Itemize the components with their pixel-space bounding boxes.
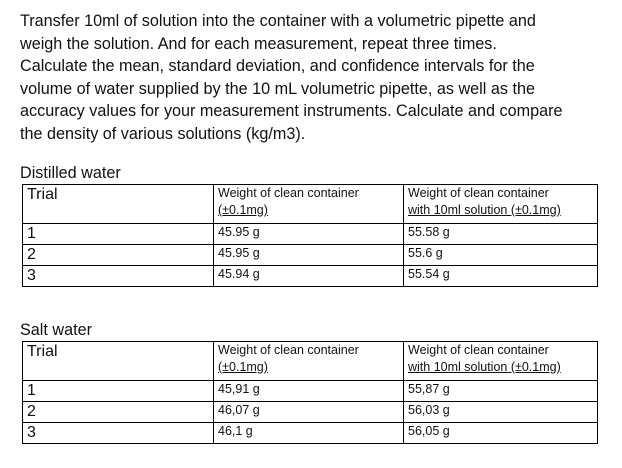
filled-weight-cell: 55.6 g [404,245,598,266]
empty-weight-cell: 45.94 g [214,266,404,287]
empty-weight-cell: 46,07 g [214,402,404,423]
instruction-line: the density of various solutions (kg/m3). [20,124,306,143]
header-line: Weight of clean container [218,343,359,357]
trial-cell: 3 [23,266,214,287]
header-line: (±0.1mg) [218,203,268,217]
table-header-row [23,342,598,381]
trial-cell: 3 [23,423,214,444]
header-line: (±0.1mg) [218,360,268,374]
trial-cell: 1 [23,224,214,245]
filled-weight-cell: 55,87 g [404,381,598,402]
header-line: with 10ml solution (±0.1mg) [408,203,561,217]
header-line: Weight of clean container [408,343,549,357]
instruction-line: Transfer 10ml of solution into the container with a volumetric pipette and [20,12,536,30]
filled-weight-cell: 55.58 g [404,224,598,245]
instruction-line: accuracy values for your measurement instruments. Calculate and compare [20,102,563,120]
empty-weight-cell: 45,91 g [214,381,404,402]
trial-cell: 2 [23,245,214,266]
table-row [23,224,598,245]
filled-weight-header [404,185,598,224]
salt-water-title: Salt water [20,321,92,339]
table-header-row [23,185,598,224]
empty-weight-cell: 45.95 g [214,224,404,245]
instructions-paragraph [20,10,610,145]
trial-header: Trial [23,185,214,224]
empty-weight-cell: 46,1 g [214,423,404,444]
table-row [23,423,598,444]
filled-weight-cell: 56,03 g [404,402,598,423]
instruction-line: Calculate the mean, standard deviation, and confidence intervals for the [20,57,535,75]
header-line: with 10ml solution (±0.1mg) [408,360,561,374]
salt-water-table [22,341,598,444]
table-row [23,402,598,423]
trial-cell: 1 [23,381,214,402]
filled-weight-header [404,342,598,381]
filled-weight-cell: 56,05 g [404,423,598,444]
header-line: Weight of clean container [218,186,359,200]
empty-weight-cell: 45.95 g [214,245,404,266]
distilled-water-table [22,184,598,287]
instruction-line: weigh the solution. And for each measurement, repeat three times. [20,34,497,53]
table-row [23,266,598,287]
table-row [23,381,598,402]
empty-weight-header [214,342,404,381]
distilled-water-title: Distilled water [20,164,121,182]
instruction-line: volume of water supplied by the 10 mL volumetric pipette, as well as the [20,79,535,98]
trial-cell: 2 [23,402,214,423]
trial-header: Trial [23,342,214,381]
empty-weight-header [214,185,404,224]
table-row [23,245,598,266]
header-line: Weight of clean container [408,186,549,200]
filled-weight-cell: 55.54 g [404,266,598,287]
